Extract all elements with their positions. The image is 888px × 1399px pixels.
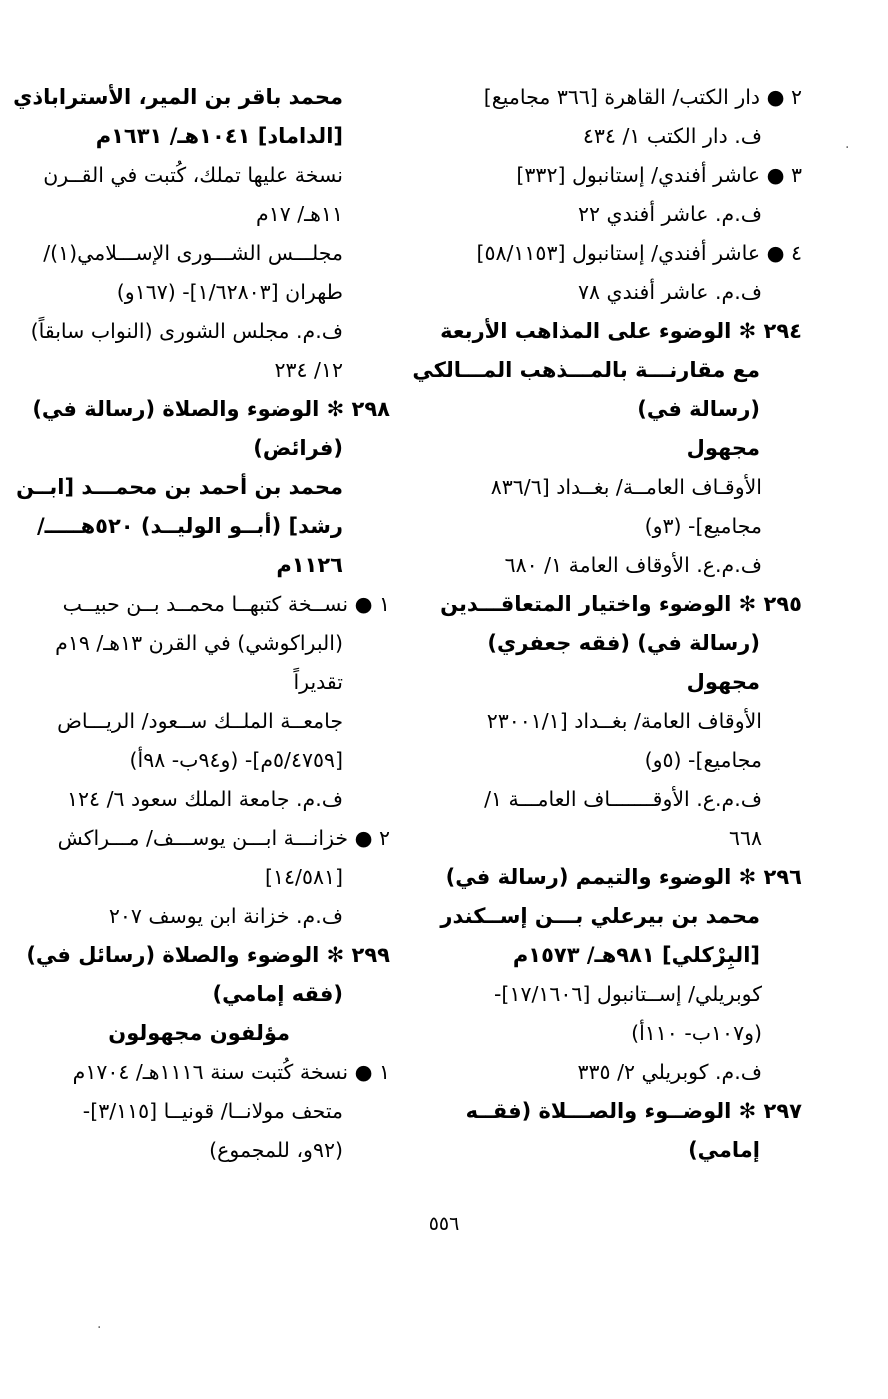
reference-line: جامعــة الملــك ســعود/ الريـــاض — [57, 709, 343, 733]
margin-mark: · — [97, 1320, 102, 1336]
entry-heading-continued: إمامي) — [688, 1138, 760, 1162]
reference-line: طهران [١/٦٢٨٠٣]- (١٦٧و) — [116, 280, 343, 304]
entry-author: مؤلفون مجهولون — [108, 1021, 290, 1045]
page-number: ٥٥٦ — [428, 1213, 460, 1235]
reference-line: كوبريلي/ إســتانبول [١٧/١٦٠٦]- — [494, 982, 762, 1006]
reference-line: ٦٦٨ — [728, 826, 762, 850]
manuscript-line: ١ ● نسخة كُتبت سنة ١١١٦هـ/ ١٧٠٤م — [72, 1060, 390, 1084]
entry-heading-continued: محمد بن أحمد بن محمـــد [ابــن — [16, 475, 343, 499]
entry-heading-continued: (رسالة في) (فقه جعفري) — [487, 631, 760, 655]
right-column — [412, 78, 802, 1170]
reference-line: ف. دار الكتب ١/ ٤٣٤ — [582, 124, 762, 148]
reference-line: (و١٠٧ب- ١١٠أ) — [631, 1021, 762, 1045]
reference-line: متحف مولانــا/ قونيــا [٣/١١٥]- — [82, 1099, 343, 1123]
reference-line: نسخة عليها تملك، كُتبت في القــرن — [43, 163, 343, 187]
entry-author: مجهول — [686, 436, 760, 460]
entry-heading-continued: ١١٢٦م — [276, 553, 343, 577]
entry-heading: ٢٩٨ ✻ الوضوء والصلاة (رسالة في) — [32, 397, 390, 421]
entry-heading: ٢٩٩ ✻ الوضوء والصلاة (رسائل في) — [26, 943, 390, 967]
reference-line: ف.م. مجلس الشورى (النواب سابقاً) — [30, 319, 343, 343]
entry-heading: ٢٩٧ ✻ الوضــوء والصـــلاة (فقــه — [465, 1099, 802, 1123]
reference-line: (٩٢و، للمجموع) — [209, 1138, 343, 1162]
reference-line: [١٤/٥٨١] — [265, 865, 343, 889]
entry-author: مجهول — [686, 670, 760, 694]
reference-line: ف.م. كوبريلي ٢/ ٣٣٥ — [577, 1060, 762, 1084]
reference-line: [٥/٤٧٥٩م]- (و٩٤ب- ٩٨أ) — [129, 748, 343, 772]
manuscript-line: ٢ ● دار الكتب/ القاهرة [٣٦٦ مجاميع] — [483, 85, 802, 109]
entry-heading-continued: [البِرْكلي] ٩٨١هـ/ ١٥٧٣م — [512, 943, 760, 967]
reference-line: ١١هـ/ ١٧م — [255, 202, 343, 226]
entry-heading: ٢٩٤ ✻ الوضوء على المذاهب الأربعة — [440, 319, 802, 343]
entry-heading: ٢٩٦ ✻ الوضوء والتيمم (رسالة في) — [445, 865, 802, 889]
entry-heading-continued: (فرائض) — [253, 436, 343, 460]
reference-line: ف.م. عاشر أفندي ٢٢ — [577, 202, 762, 226]
entry-heading-continued: (فقه إمامي) — [212, 982, 343, 1006]
reference-line: (البراكوشي) في القرن ١٣هـ/ ١٩م — [55, 631, 343, 655]
entry-heading-continued: رشد] (أبــو الوليــد) ٥٢٠هـــــ/ — [37, 514, 343, 538]
reference-line: ف.م. خزانة ابن يوسف ٢٠٧ — [108, 904, 343, 928]
entry-heading-continued: [الداماد] ١٠٤١هـ/ ١٦٣١م — [95, 124, 343, 148]
entry-heading-continued: (رسالة في) — [637, 397, 760, 421]
reference-line: ف.م.ع. الأوقـــــــاف العامـــة ١/ — [484, 787, 762, 811]
reference-line: مجاميع]- (٥و) — [644, 748, 762, 772]
reference-line: ف.م. عاشر أفندي ٧٨ — [577, 280, 762, 304]
reference-line: ١٢/ ٢٣٤ — [274, 358, 343, 382]
manuscript-line: ٣ ● عاشر أفندي/ إستانبول [٣٣٢] — [516, 163, 802, 187]
entry-heading: ٢٩٥ ✻ الوضوء واختيار المتعاقـــدين — [440, 592, 802, 616]
manuscript-line: ٤ ● عاشر أفندي/ إستانبول [٥٨/١١٥٣] — [476, 241, 802, 265]
entry-heading-continued: مع مقارنـــة بالمـــذهب المـــالكي — [412, 358, 760, 382]
reference-line: تقديراً — [293, 670, 343, 694]
manuscript-line: ٢ ● خزانـــة ابـــن يوســـف/ مـــراكش — [57, 826, 390, 850]
reference-line: الأوقـاف العامــة/ بغــداد [٨٣٦/٦ — [490, 475, 762, 499]
reference-line: مجلـــس الشـــورى الإســـلامي(١)/ — [43, 241, 343, 265]
reference-line: مجاميع]- (٣و) — [644, 514, 762, 538]
manuscript-line: ١ ● نســخة كتبهــا محمــد بــن حبيــب — [62, 592, 390, 616]
reference-line: ف.م. جامعة الملك سعود ٦/ ١٢٤ — [67, 787, 343, 811]
reference-line: الأوقاف العامة/ بغــداد [٢٣٠٠١/١ — [486, 709, 762, 733]
margin-mark: · — [845, 140, 850, 156]
entry-heading-continued: محمد بن بيرعلي بـــن إســكندر — [440, 904, 760, 928]
reference-line: ف.م.ع. الأوقاف العامة ١/ ٦٨٠ — [504, 553, 762, 577]
left-column — [13, 78, 390, 1170]
entry-heading-continued: محمد باقر بن المير، الأستراباذي — [13, 85, 343, 109]
